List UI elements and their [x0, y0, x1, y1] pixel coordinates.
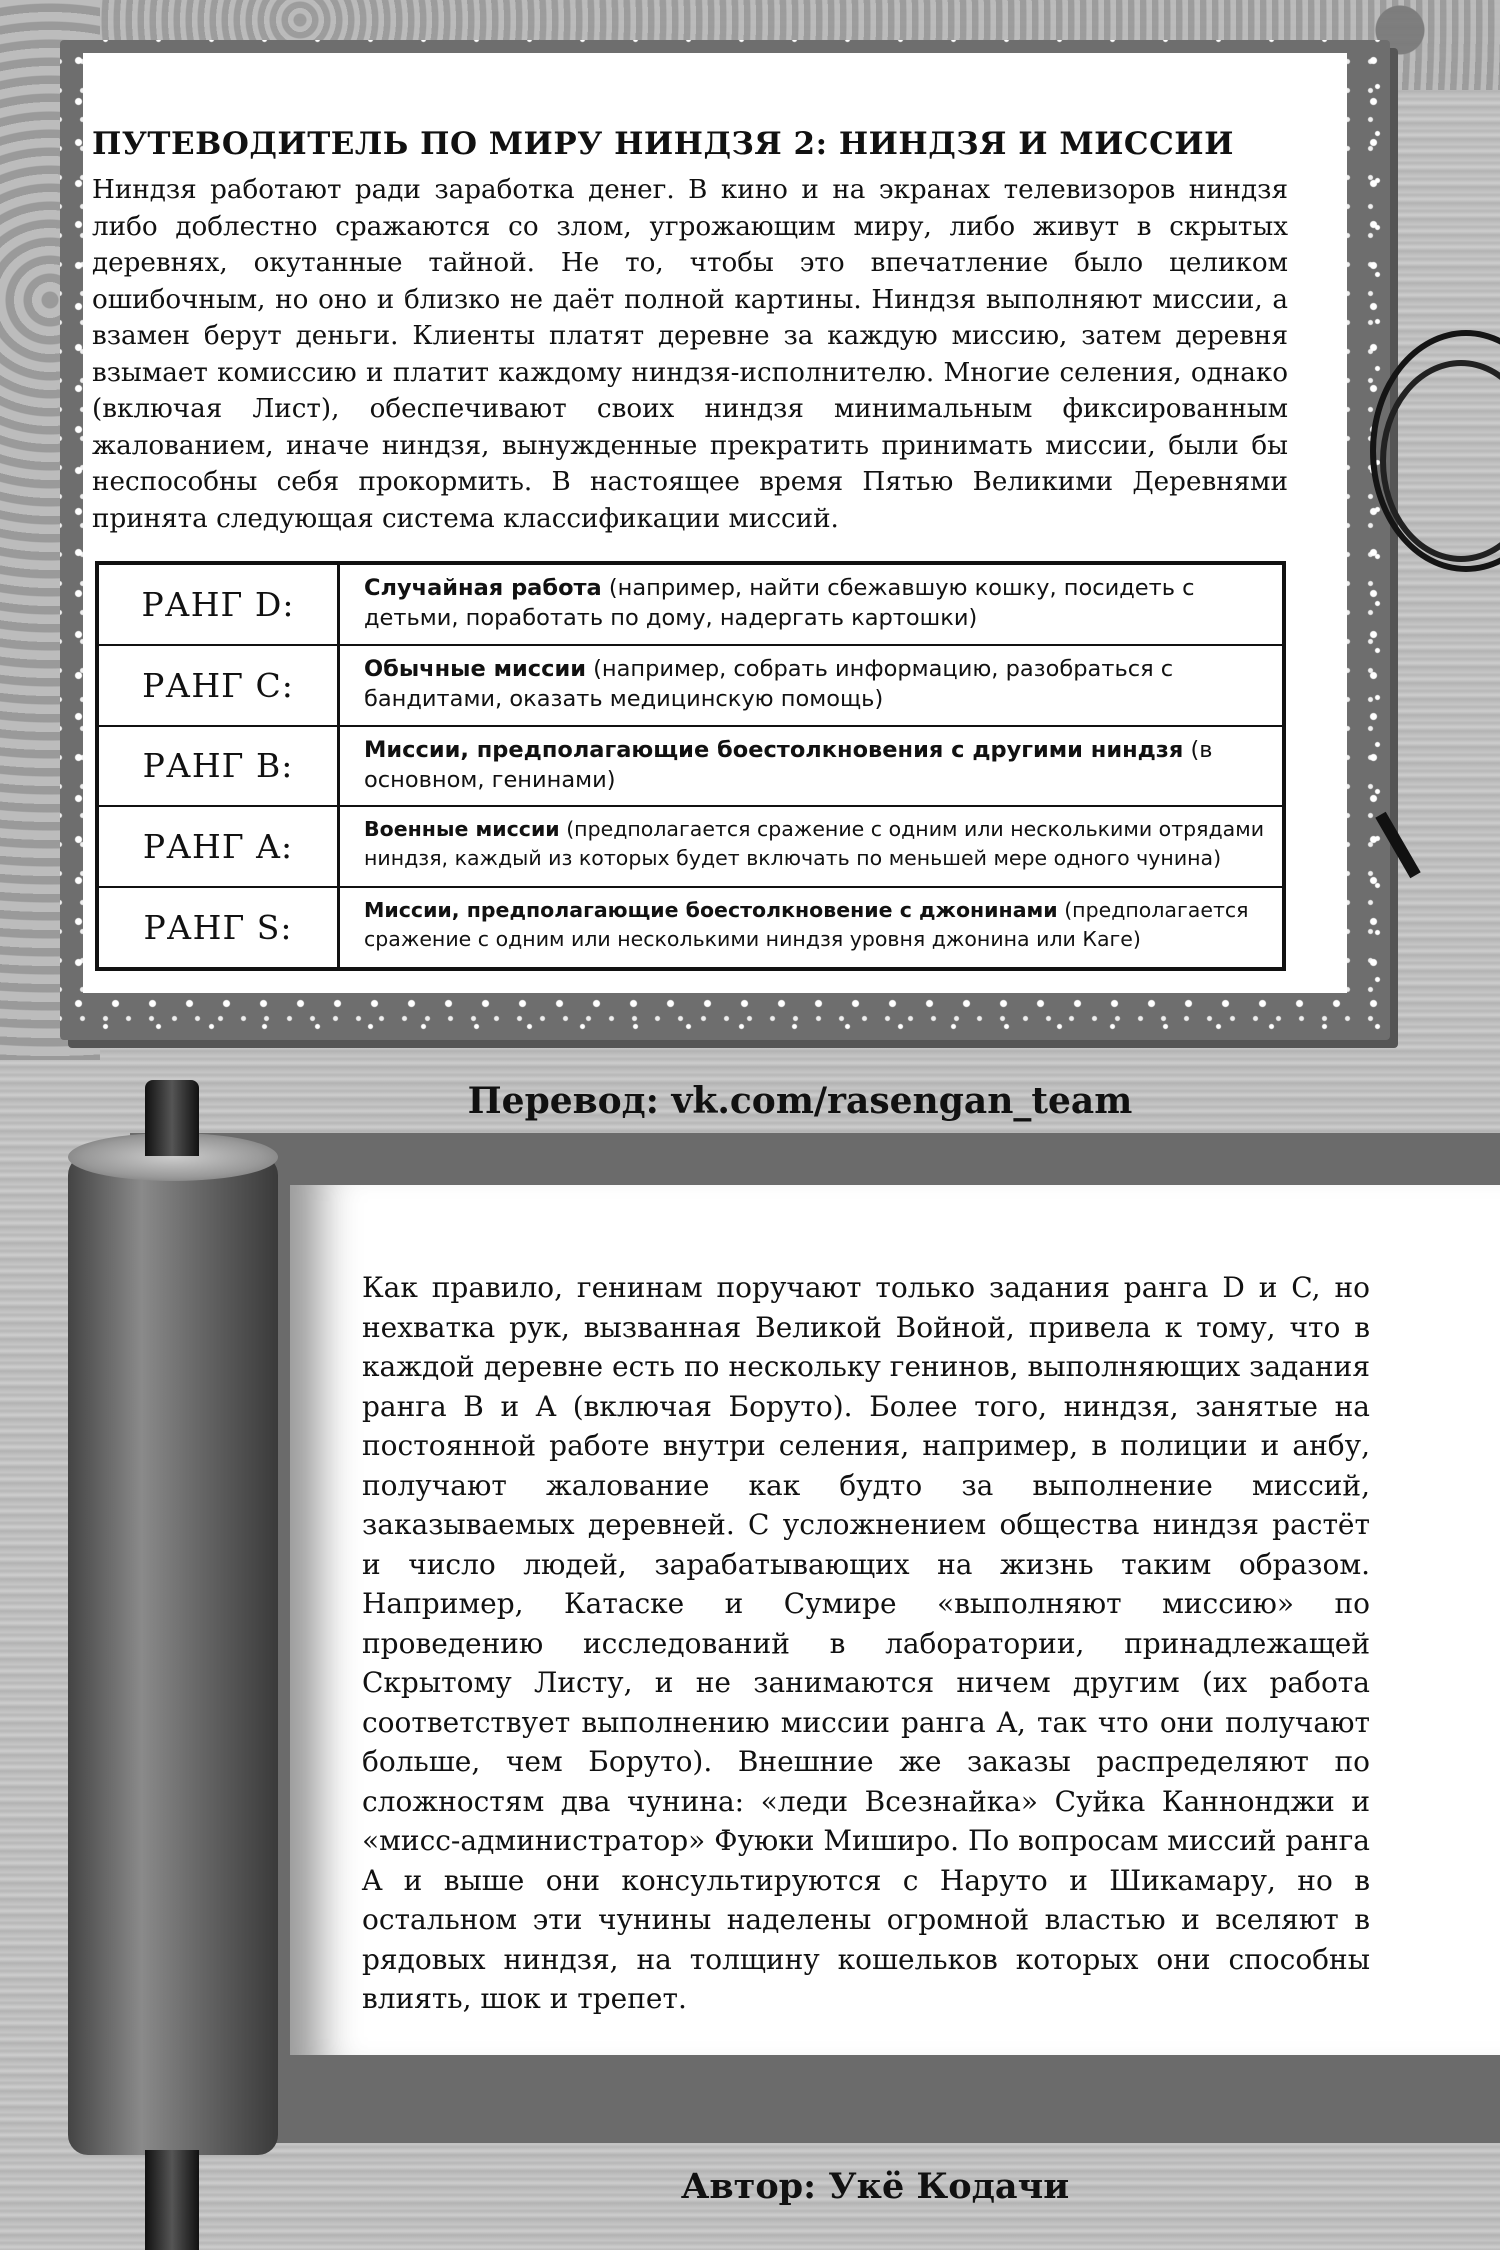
rank-name: РАНГ D:	[99, 565, 340, 644]
author-credit: Автор: Укё Кодачи	[680, 2166, 1070, 2207]
rank-description-rest: (предполагается сражение с одним или несколькими ниндзя уровня джонина или Каге)	[364, 898, 1249, 952]
rank-description-bold: Обычные миссии	[364, 655, 586, 682]
translator-credit: Перевод: vk.com/rasengan_team	[467, 1080, 1133, 1122]
rank-description	[340, 807, 1282, 886]
rank-description-bold: Случайная работа	[364, 575, 602, 601]
rank-row-a	[99, 805, 1282, 886]
rank-description-rest: (например, собрать информацию, разобраться с бандитами, оказать медицинскую помощь)	[364, 655, 1174, 712]
rank-name: РАНГ C:	[99, 646, 340, 725]
scroll-roll	[68, 1155, 278, 2155]
scroll-rod-bottom	[145, 2150, 199, 2250]
body-paragraph: Как правило, генинам поручают только задания ранга D и C, но нехватка рук, вызванная Великой Войной, привела к тому, что в каждой деревне есть по нескольку генинов, выполняющих задания ранга B и A (включая Боруто). Более того, ниндзя, занятые на постоянной работе внутри селения, например, в полиции и анбу, получают жалование как будто за выполнение миссий, заказываемых деревней. С усложнением общества ниндзя растёт и число людей, зарабатывающих на жизнь таким образом. Например, Катаске и Сумире «выполняют миссию» по проведению исследований в лаборатории, принадлежащей Скрытому Листу, и не занимаются ничем другим (их работа соответствует выполнению миссии ранга A, так что они получают больше, чем Боруто). Внешние же заказы распределяют по сложностям два чунина: «леди Всезнайка» Суйка Каннонджи и «мисс-администратор» Фуюки Миширо. По вопросам миссий ранга A и выше они консультируются с Наруто и Шикамару, но в остальном эти чунины наделены огромной властью и вселяют в рядовых ниндзя, на толщину кошельков которых они способны влиять, шок и трепет.	[362, 1271, 1370, 2015]
rank-description	[340, 646, 1282, 725]
rank-row-c	[99, 644, 1282, 725]
rank-name: РАНГ S:	[99, 888, 340, 967]
rank-description-bold: Миссии, предполагающие боестолкновение с джонинами	[364, 898, 1058, 923]
rank-row-d	[99, 565, 1282, 644]
rank-description-bold: Военные миссии	[364, 817, 560, 842]
rank-description	[340, 727, 1282, 806]
rank-description-rest: (в основном, генинами)	[364, 736, 1213, 793]
rank-description-bold: Миссии, предполагающие боестолкновения с другими ниндзя	[364, 736, 1184, 763]
scroll-rod-top	[145, 1080, 199, 1156]
rank-description-rest: (предполагается сражение с одним или несколькими отрядами ниндзя, каждый из которых будет включать по меньшей мере одного чунина)	[364, 817, 1265, 871]
rank-name: РАНГ B:	[99, 727, 340, 806]
rank-name: РАНГ A:	[99, 807, 340, 886]
rank-description	[340, 565, 1282, 644]
rank-description-rest: (например, найти сбежавшую кошку, посидеть с детьми, поработать по дому, надергать картошки)	[364, 575, 1195, 631]
guide-title: ПУТЕВОДИТЕЛЬ ПО МИРУ НИНДЗЯ 2: НИНДЗЯ И МИССИИ	[92, 126, 1234, 162]
mission-rank-table	[95, 561, 1286, 971]
rank-description	[340, 888, 1282, 967]
guide-intro-paragraph: Ниндзя работают ради заработка денег. В кино и на экранах телевизоров ниндзя либо доблестно сражаются со злом, угрожающим миру, либо живут в скрытых деревнях, окутанные тайной. Не то, чтобы это впечатление было целиком ошибочным, но оно и близко не даёт полной картины. Ниндзя выполняют миссии, а взамен берут деньги. Клиенты платят деревне за каждую миссию, затем деревня взымает комиссию и платит каждому ниндзя-исполнителю. Многие селения, однако (включая Лист), обеспечивают своих ниндзя минимальным фиксированным жалованием, иначе ниндзя, вынужденные прекратить принимать миссии, были бы неспособны себя прокормить. В настоящее время Пятью Великими Деревнями принята следующая система классификации миссий.	[92, 175, 1288, 534]
rank-row-s	[99, 886, 1282, 967]
rank-row-b	[99, 725, 1282, 806]
